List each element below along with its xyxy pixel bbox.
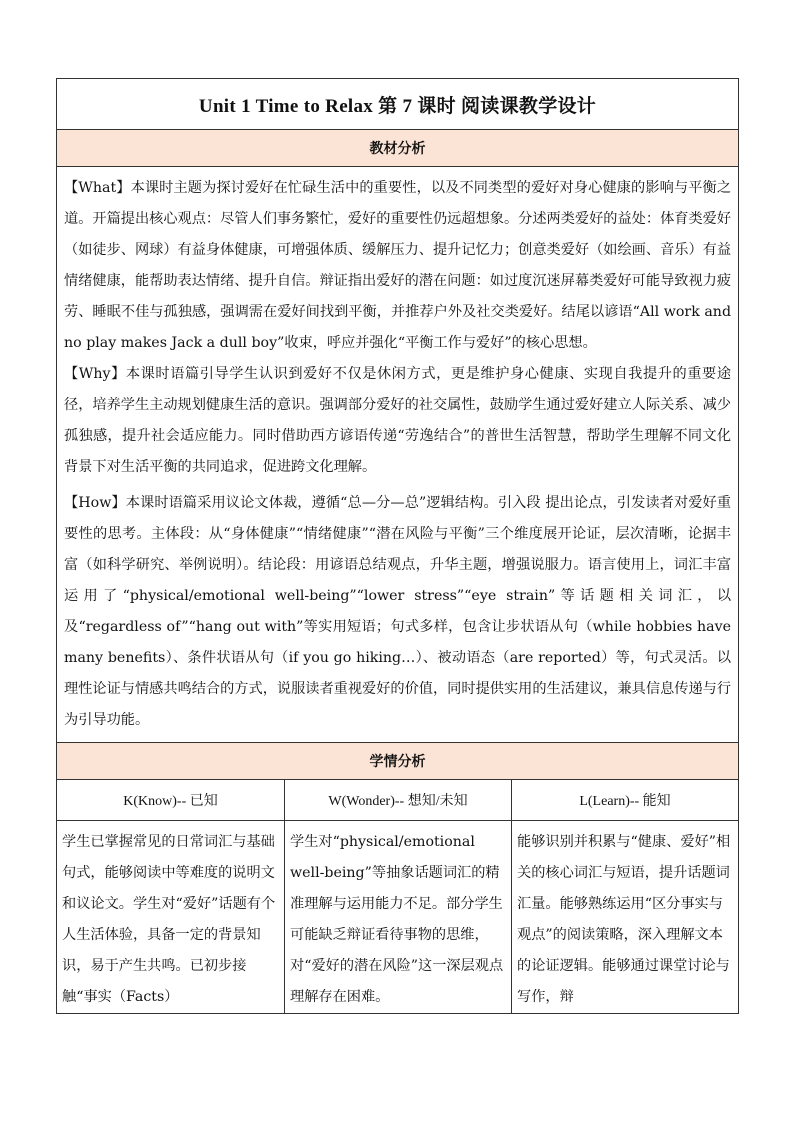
textbook-analysis-body [57, 167, 739, 743]
document-title: Unit 1 Time to Relax 第 7 课时 阅读课教学设计 [57, 79, 739, 130]
wonder-column-cell [285, 821, 512, 1014]
learn-column-text: 能够识别并积累与“健康、爱好”相关的核心词汇与短语，提升话题词汇量。能够熟练运用“区分事实与观点”的阅读策略，深入理解文本的论证逻辑。能够通过课堂讨论与写作，辩 [517, 834, 731, 1005]
what-paragraph: 【What】本课时主题为探讨爱好在忙碌生活中的重要性，以及不同类型的爱好对身心健康的影响与平衡之道。开篇提出核心观点：尽管人们事务繁忙，爱好的重要性仍远超想象。分述两类爱好的益处：体育类爱好（如徒步、网球）有益身体健康，可增强体质、缓解压力、提升记忆力；创意类爱好（如绘画、音乐）有益情绪健康，能帮助表达情绪、提升自信。辩证指出爱好的潜在问题：如过度沉迷屏幕类爱好可能导致视力疲劳、睡眠不佳与孤独感，强调需在爱好间找到平衡，并推荐户外及社交类爱好。结尾以谚语“All work and no play makes Jack a dull boy”收束，呼应并强化“平衡工作与爱好”的核心思想。 [64, 180, 732, 351]
wonder-column-text: 学生对“physical/emotional well-being”等抽象话题词汇的精准理解与运用能力不足。部分学生可能缺乏辩证看待事物的思维，对“爱好的潜在风险”这一深层观点理解存在困难。 [290, 834, 504, 1005]
know-column-header: K(Know)-- 已知 [57, 780, 285, 821]
know-column-cell [57, 821, 285, 1014]
learn-column-header: L(Learn)-- 能知 [512, 780, 739, 821]
lesson-plan-table [56, 78, 739, 1014]
learner-analysis-heading: 学情分析 [57, 743, 739, 780]
textbook-analysis-heading: 教材分析 [57, 130, 739, 167]
why-paragraph: 【Why】本课时语篇引导学生认识到爱好不仅是休闲方式，更是维护身心健康、实现自我提升的重要途径，培养学生主动规划健康生活的意识。强调部分爱好的社交属性，鼓励学生通过爱好建立人际关系、减少孤独感，提升社会适应能力。同时借助西方谚语传递“劳逸结合”的普世生活智慧，帮助学生理解不同文化背景下对生活平衡的共同追求，促进跨文化理解。 [64, 366, 732, 475]
wonder-column-header: W(Wonder)-- 想知/未知 [285, 780, 512, 821]
lesson-plan [56, 78, 738, 1014]
know-column-text: 学生已掌握常见的日常词汇与基础句式，能够阅读中等难度的说明文和议论文。学生对“爱好”话题有个人生活体验，具备一定的背景知识，易于产生共鸣。已初步接触“事实（Facts） [62, 834, 276, 1005]
learn-column-cell [512, 821, 739, 1014]
how-paragraph: 【How】本课时语篇采用议论文体裁，遵循“总—分—总”逻辑结构。引入段 提出论点，引发读者对爱好重要性的思考。主体段：从“身体健康”“情绪健康”“潜在风险与平衡”三个维度展开论证，层次清晰，论据丰富（如科学研究、举例说明）。结论段：用谚语总结观点，升华主题，增强说服力。语言使用上，词汇丰富运用了“physical/emotional well-being”“lower stress”“eye strain”等话题相关词汇，以及“regardless of”“hang out with”等实用短语；句式多样，包含让步状语从句（while hobbies have many benefits）、条件状语从句（if you go hiking…）、被动语态（are reported）等，句式灵活。以理性论证与情感共鸣结合的方式，说服读者重视爱好的价值，同时提供实用的生活建议，兼具信息传递与行为引导功能。 [64, 495, 732, 728]
